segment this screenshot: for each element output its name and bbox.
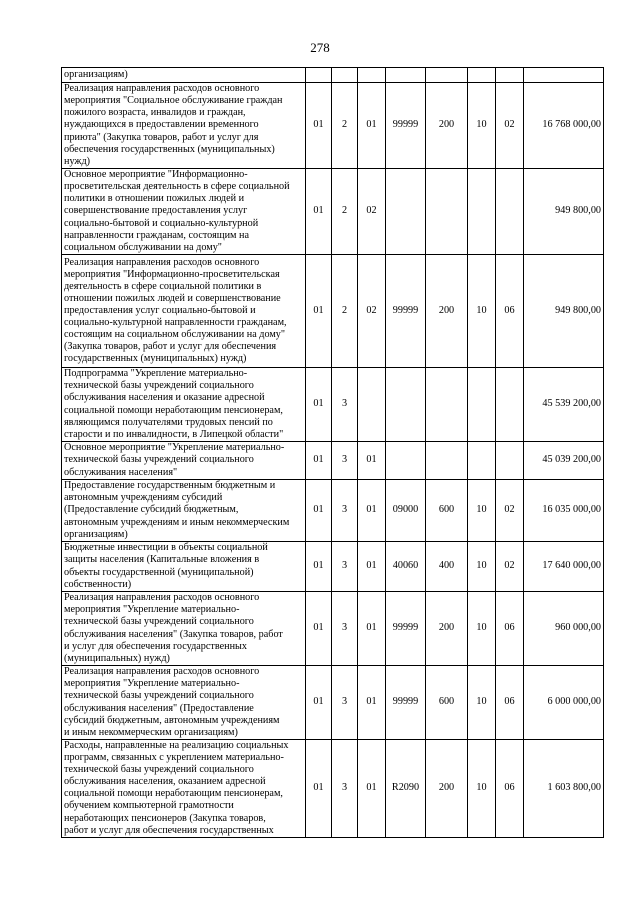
subprogram-code xyxy=(332,68,358,83)
expense-type-code xyxy=(426,442,468,480)
direction-code xyxy=(386,169,426,255)
page-number: 278 xyxy=(310,40,330,55)
subsection-code: 02 xyxy=(496,83,524,169)
row-description: Расходы, направленные на реализацию социальных программ, связанных с укреплением материально- технической базы учреждений социального обслуживания населения, оказанием адресной социальной помощи неработающим пенсионерам, обучением компьютерной грамотности неработающих пенсионеров (Закупка товаров, работ и услуг для обеспечения государственных xyxy=(62,740,306,838)
subsection-code: 06 xyxy=(496,740,524,838)
subsection-code: 06 xyxy=(496,592,524,666)
amount-value: 17 640 000,00 xyxy=(524,542,604,592)
subsection-code: 06 xyxy=(496,255,524,368)
row-description: Основное мероприятие "Укрепление материально- технической базы учреждений социального обслуживания населения" xyxy=(62,442,306,480)
subprogram-code: 3 xyxy=(332,592,358,666)
subprogram-code: 2 xyxy=(332,169,358,255)
subprogram-code: 3 xyxy=(332,368,358,442)
program-code: 01 xyxy=(306,368,332,442)
amount-value xyxy=(524,68,604,83)
subsection-code xyxy=(496,68,524,83)
row-description: Бюджетные инвестиции в объекты социальной защиты населения (Капитальные вложения в объекты государственной (муниципальной) собственности) xyxy=(62,542,306,592)
event-code: 02 xyxy=(358,255,386,368)
expense-type-code: 200 xyxy=(426,740,468,838)
event-code: 02 xyxy=(358,169,386,255)
direction-code: 40060 xyxy=(386,542,426,592)
row-description: Предоставление государственным бюджетным и автономным учреждениям субсидий (Предоставление субсидий бюджетным, автономным учреждениям и иным некоммерческим организациям) xyxy=(62,480,306,542)
table-row xyxy=(62,480,604,542)
event-code xyxy=(358,368,386,442)
section-code: 10 xyxy=(468,480,496,542)
direction-code: 99999 xyxy=(386,592,426,666)
direction-code: R2090 xyxy=(386,740,426,838)
section-code xyxy=(468,442,496,480)
program-code xyxy=(306,68,332,83)
expense-type-code: 200 xyxy=(426,255,468,368)
row-description: Основное мероприятие "Информационно- просветительская деятельность в сфере социальной политики в отношении пожилых людей и совершенствование предоставления услуг социально-бытовой и социально-культурной направленности гражданам, состоящим на социальном обслуживании на дому" xyxy=(62,169,306,255)
section-code xyxy=(468,68,496,83)
expense-type-code xyxy=(426,68,468,83)
event-code: 01 xyxy=(358,592,386,666)
subsection-code xyxy=(496,442,524,480)
direction-code xyxy=(386,442,426,480)
table-row xyxy=(62,442,604,480)
program-code: 01 xyxy=(306,83,332,169)
subsection-code xyxy=(496,169,524,255)
direction-code xyxy=(386,368,426,442)
amount-value: 949 800,00 xyxy=(524,169,604,255)
amount-value: 1 603 800,00 xyxy=(524,740,604,838)
direction-code: 99999 xyxy=(386,255,426,368)
section-code: 10 xyxy=(468,83,496,169)
subsection-code xyxy=(496,368,524,442)
expense-type-code: 200 xyxy=(426,592,468,666)
table-row xyxy=(62,255,604,368)
program-code: 01 xyxy=(306,666,332,740)
event-code xyxy=(358,68,386,83)
section-code xyxy=(468,368,496,442)
table-row xyxy=(62,68,604,83)
subprogram-code: 2 xyxy=(332,255,358,368)
amount-value: 16 768 000,00 xyxy=(524,83,604,169)
subprogram-code: 3 xyxy=(332,480,358,542)
section-code: 10 xyxy=(468,740,496,838)
program-code: 01 xyxy=(306,592,332,666)
section-code xyxy=(468,169,496,255)
section-code: 10 xyxy=(468,255,496,368)
direction-code: 99999 xyxy=(386,666,426,740)
program-code: 01 xyxy=(306,255,332,368)
amount-value: 949 800,00 xyxy=(524,255,604,368)
subsection-code: 06 xyxy=(496,666,524,740)
direction-code: 99999 xyxy=(386,83,426,169)
subprogram-code: 3 xyxy=(332,740,358,838)
event-code: 01 xyxy=(358,666,386,740)
expense-type-code xyxy=(426,169,468,255)
event-code: 01 xyxy=(358,83,386,169)
event-code: 01 xyxy=(358,740,386,838)
row-description: организациям) xyxy=(62,68,306,83)
table-row xyxy=(62,740,604,838)
subprogram-code: 3 xyxy=(332,542,358,592)
expense-type-code: 600 xyxy=(426,666,468,740)
program-code: 01 xyxy=(306,480,332,542)
row-description: Подпрограмма "Укрепление материально- технической базы учреждений социального обслуживания населения и оказание адресной социальной помощи неработающим пенсионерам, являющимся получателями трудовых пенсий по старости и по инвалидности, в Липецкой области" xyxy=(62,368,306,442)
table-row xyxy=(62,169,604,255)
event-code: 01 xyxy=(358,480,386,542)
section-code: 10 xyxy=(468,592,496,666)
row-description: Реализация направления расходов основного мероприятия "Укрепление материально- технической базы учреждений социального обслуживания населения" (Предоставление субсидий бюджетным, автономным учреждениям и иным некоммерческим организациям) xyxy=(62,666,306,740)
row-description: Реализация направления расходов основного мероприятия "Укрепление материально- технической базы учреждений социального обслуживания населения" (Закупка товаров, работ и услуг для обеспечения государственных (муниципальных) нужд) xyxy=(62,592,306,666)
program-code: 01 xyxy=(306,740,332,838)
table-row xyxy=(62,666,604,740)
expense-type-code: 600 xyxy=(426,480,468,542)
row-description: Реализация направления расходов основного мероприятия "Информационно-просветительская деятельность в сфере социальной политики в отношении пожилых людей и совершенствование предоставления услуг социально-бытовой и социально-культурной направленности гражданам, состоящим на социальном обслуживании на дому" (Закупка товаров, работ и услуг для обеспечения государственных (муниципальных) нужд) xyxy=(62,255,306,368)
section-code: 10 xyxy=(468,542,496,592)
table-row xyxy=(62,83,604,169)
table-row xyxy=(62,592,604,666)
amount-value: 960 000,00 xyxy=(524,592,604,666)
table-row xyxy=(62,368,604,442)
subsection-code: 02 xyxy=(496,480,524,542)
amount-value: 16 035 000,00 xyxy=(524,480,604,542)
row-description: Реализация направления расходов основного мероприятия "Социальное обслуживание граждан пожилого возраста, инвалидов и граждан, нуждающихся в предоставлении временного приюта" (Закупка товаров, работ и услуг для обеспечения государственных (муниципальных) нужд) xyxy=(62,83,306,169)
budget-table xyxy=(61,67,604,838)
subprogram-code: 2 xyxy=(332,83,358,169)
subsection-code: 02 xyxy=(496,542,524,592)
subprogram-code: 3 xyxy=(332,442,358,480)
subprogram-code: 3 xyxy=(332,666,358,740)
event-code: 01 xyxy=(358,442,386,480)
event-code: 01 xyxy=(358,542,386,592)
table-row xyxy=(62,542,604,592)
direction-code: 09000 xyxy=(386,480,426,542)
amount-value: 6 000 000,00 xyxy=(524,666,604,740)
program-code: 01 xyxy=(306,169,332,255)
section-code: 10 xyxy=(468,666,496,740)
program-code: 01 xyxy=(306,542,332,592)
amount-value: 45 039 200,00 xyxy=(524,442,604,480)
program-code: 01 xyxy=(306,442,332,480)
expense-type-code xyxy=(426,368,468,442)
amount-value: 45 539 200,00 xyxy=(524,368,604,442)
expense-type-code: 200 xyxy=(426,83,468,169)
direction-code xyxy=(386,68,426,83)
expense-type-code: 400 xyxy=(426,542,468,592)
